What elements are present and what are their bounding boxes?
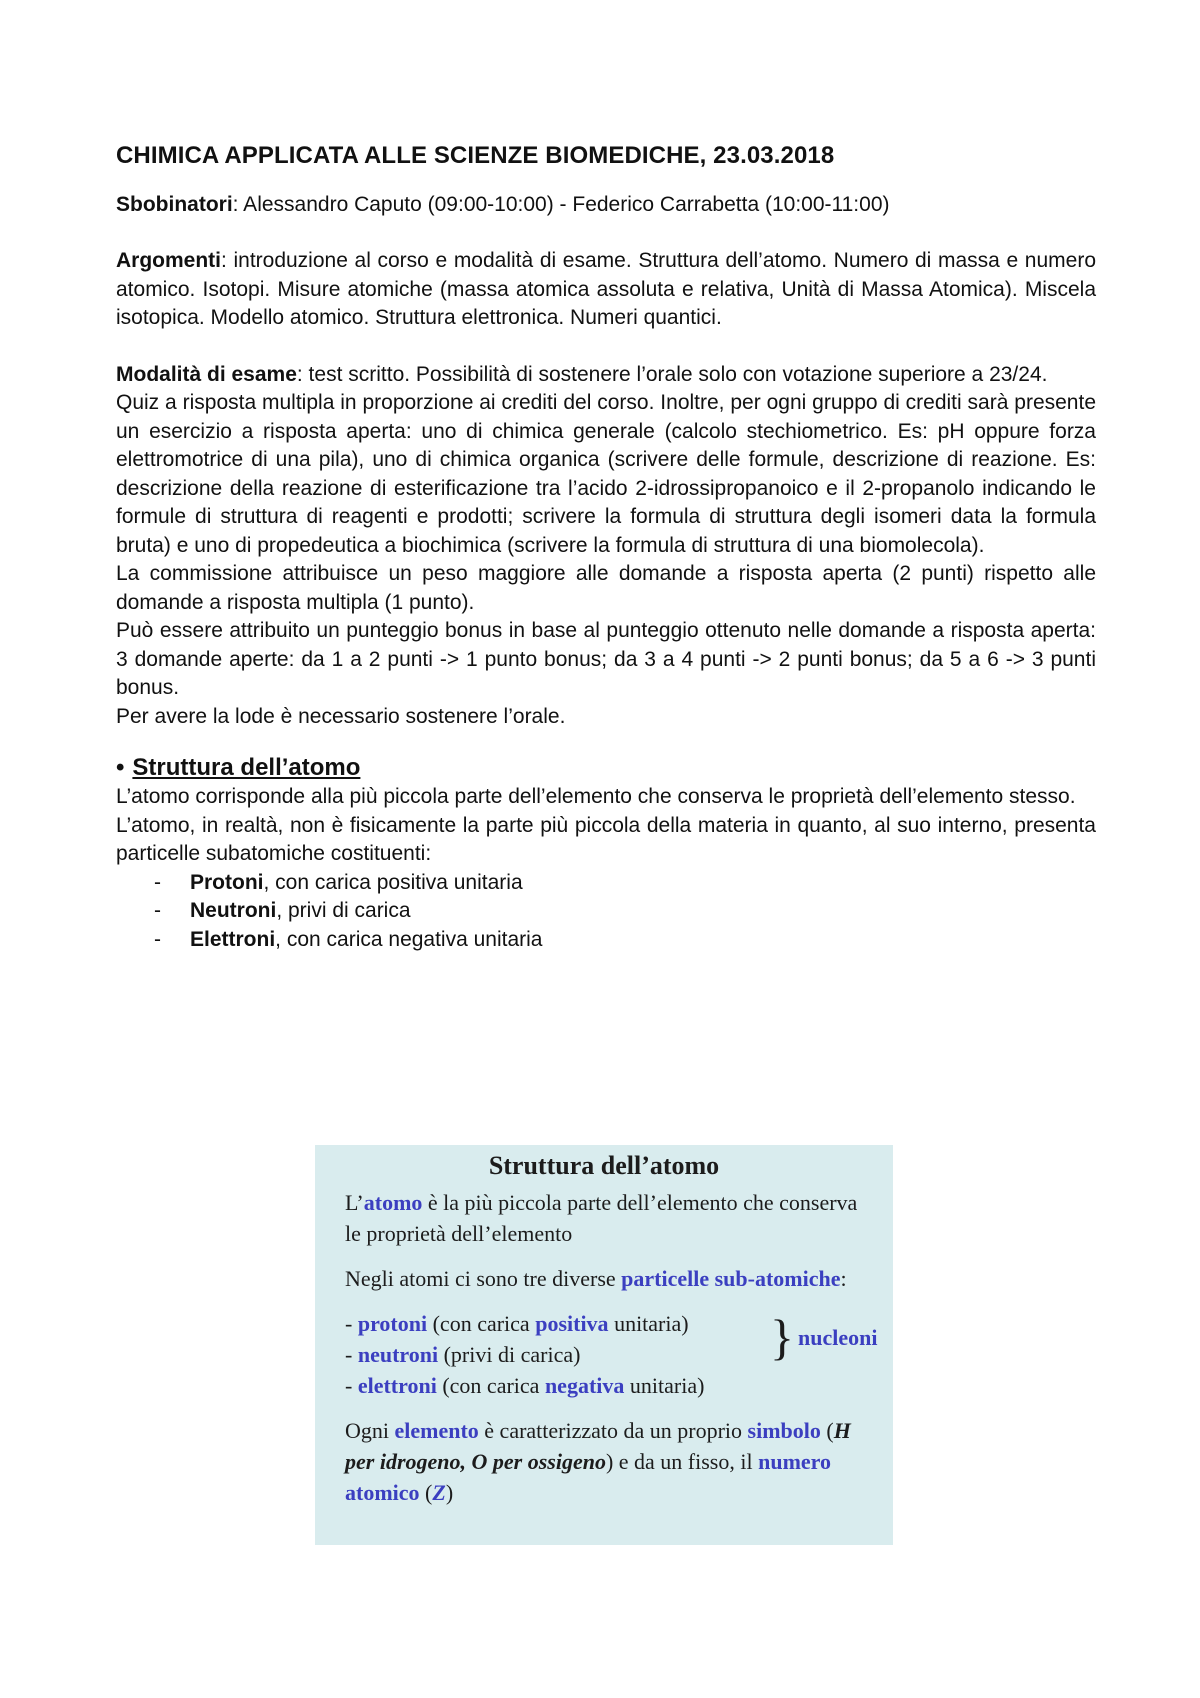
list-item-bold: Elettroni [190, 927, 276, 951]
figure-text: Ogni [345, 1418, 395, 1443]
figure-text: - [345, 1342, 358, 1367]
figure-text: (privi di carica) [438, 1342, 581, 1367]
lode-paragraph: Per avere la lode è necessario sostenere l’orale. [116, 704, 566, 728]
quiz-paragraph: Quiz a risposta multipla in proporzione ai crediti del corso. Inoltre, per ogni gruppo di crediti sarà presente un esercizio a risposta aperta: uno di chimica generale (calcolo stechiometrico. Es: pH oppure forza elettromotrice di una pila), uno di chimica organica (scrivere delle formule, descrizione di reazione. Es: descrizione della reazione di esterificazione tra l’acido 2-idrossipropanoico e il 2-propanolo indicando le formule di struttura di reagenti e prodotti; scrivere la formula di struttura degli isomeri data la formula bruta) e uno di propedeutica a biochimica (scrivere la formula di struttura di una biomolecola). [116, 391, 1096, 557]
section-heading-text: Struttura dell’atomo [132, 754, 361, 781]
figure-highlight: protoni [357, 1311, 428, 1336]
document-title: CHIMICA APPLICATA ALLE SCIENZE BIOMEDICHE, 23.03.2018 [116, 142, 835, 169]
section-heading [116, 753, 1096, 783]
list-dash: - [154, 927, 161, 951]
list-item [154, 869, 1096, 898]
list-item-text: , privi di carica [276, 899, 411, 922]
figure-text: - [345, 1311, 358, 1336]
particle-list [116, 869, 1096, 955]
figure-text: L’ [345, 1190, 364, 1215]
figure-highlight: elemento [394, 1418, 479, 1443]
figure-highlight: simbolo [747, 1418, 821, 1443]
figure-line-1 [345, 1187, 865, 1249]
figure-text: ) e da un fisso, il [605, 1449, 759, 1474]
list-dash: - [154, 899, 161, 922]
modalita-text: : test scritto. Possibilità di sostenere l’orale solo con votazione superiore a 23/24. [296, 362, 1048, 386]
figure-text: Negli atomi ci sono tre diverse [345, 1266, 622, 1291]
sbobinatori-paragraph [116, 191, 1096, 220]
figure-highlight: atomo [363, 1190, 423, 1215]
figure-text: : [840, 1266, 847, 1291]
figure-highlight: negativa [544, 1373, 625, 1398]
figure-text: (con carica [427, 1311, 536, 1336]
list-item [154, 926, 1096, 955]
section-bullet: • [116, 754, 125, 781]
sbobinatori-label: Sbobinatori [116, 192, 233, 216]
argomenti-paragraph [116, 247, 1096, 333]
bonus-paragraph: Può essere attribuito un punteggio bonus in base al punteggio ottenuto nelle domande a risposta aperta: 3 domande aperte: da 1 a 2 punti -> 1 punto bonus; da 3 a 4 punti -> 2 punti bonus; da 5 a 6 -> 3 punti bonus. [116, 619, 1096, 699]
figure-particle-list [345, 1308, 878, 1401]
figure-item-elettroni [345, 1370, 865, 1401]
figure-text: è caratterizzato da un proprio [478, 1418, 748, 1443]
nucleoni-label: nucleoni [798, 1325, 878, 1350]
document-content [116, 142, 1096, 954]
atomo-paragraph-2: L’atomo, in realtà, non è fisicamente la parte più piccola della materia in quanto, al suo interno, presenta particelle subatomiche costituenti: [116, 813, 1096, 865]
figure-text: ( [820, 1418, 834, 1443]
figure-body [345, 1187, 878, 1508]
figure-line-4 [345, 1415, 865, 1508]
figure-highlight: particelle sub-atomiche [621, 1266, 841, 1291]
figure-text: unitaria) [624, 1373, 705, 1398]
list-dash: - [154, 870, 161, 894]
list-item-bold: Protoni [190, 870, 264, 894]
modalita-label: Modalità di esame [116, 362, 297, 386]
figure-highlight: Z [432, 1480, 446, 1505]
modalita-paragraph [116, 361, 1096, 390]
figure-text: ( [419, 1480, 433, 1505]
figure-highlight: elettroni [357, 1373, 437, 1398]
sbobinatori-text: : Alessandro Caputo (09:00-10:00) - Federico Carrabetta (10:00-11:00) [232, 192, 890, 216]
list-item-bold: Neutroni [190, 899, 277, 922]
commissione-paragraph: La commissione attribuisce un peso maggiore alle domande a risposta aperta (2 punti) rispetto alle domande a risposta multipla (1 punto). [116, 562, 1096, 614]
argomenti-label: Argomenti [116, 249, 221, 272]
figure-title: Struttura dell’atomo [488, 1151, 720, 1180]
brace-icon: } [770, 1309, 794, 1365]
figure-highlight: neutroni [357, 1342, 439, 1367]
figure-text: (con carica [436, 1373, 545, 1398]
figure-highlight: positiva [535, 1311, 609, 1336]
list-item-text: , con carica positiva unitaria [263, 870, 523, 894]
atomo-paragraph-1: L’atomo corrisponde alla più piccola parte dell’elemento che conserva le proprietà dell’elemento stesso. [116, 785, 1076, 808]
figure-text: - [345, 1373, 358, 1398]
figure-text: unitaria) [608, 1311, 689, 1336]
list-item [154, 897, 1096, 926]
list-item-text: , con carica negativa unitaria [275, 927, 543, 951]
figure-text: è la più piccola parte dell’elemento che conserva le proprietà dell’elemento [345, 1190, 858, 1246]
figure-highlight: numero atomico [345, 1449, 832, 1505]
atom-structure-figure [315, 1145, 893, 1545]
figure-text: ) [445, 1480, 454, 1505]
figure-line-2 [345, 1263, 865, 1294]
figure-italic: H per idrogeno, O per ossigeno [345, 1418, 851, 1474]
argomenti-text: : introduzione al corso e modalità di esame. Struttura dell’atomo. Numero di massa e numero atomico. Isotopi. Misure atomiche (massa atomica assoluta e relativa, Unità di Massa Atomica). Miscela isotopica. Modello atomico. Struttura elettronica. Numeri quantici. [116, 249, 1096, 329]
